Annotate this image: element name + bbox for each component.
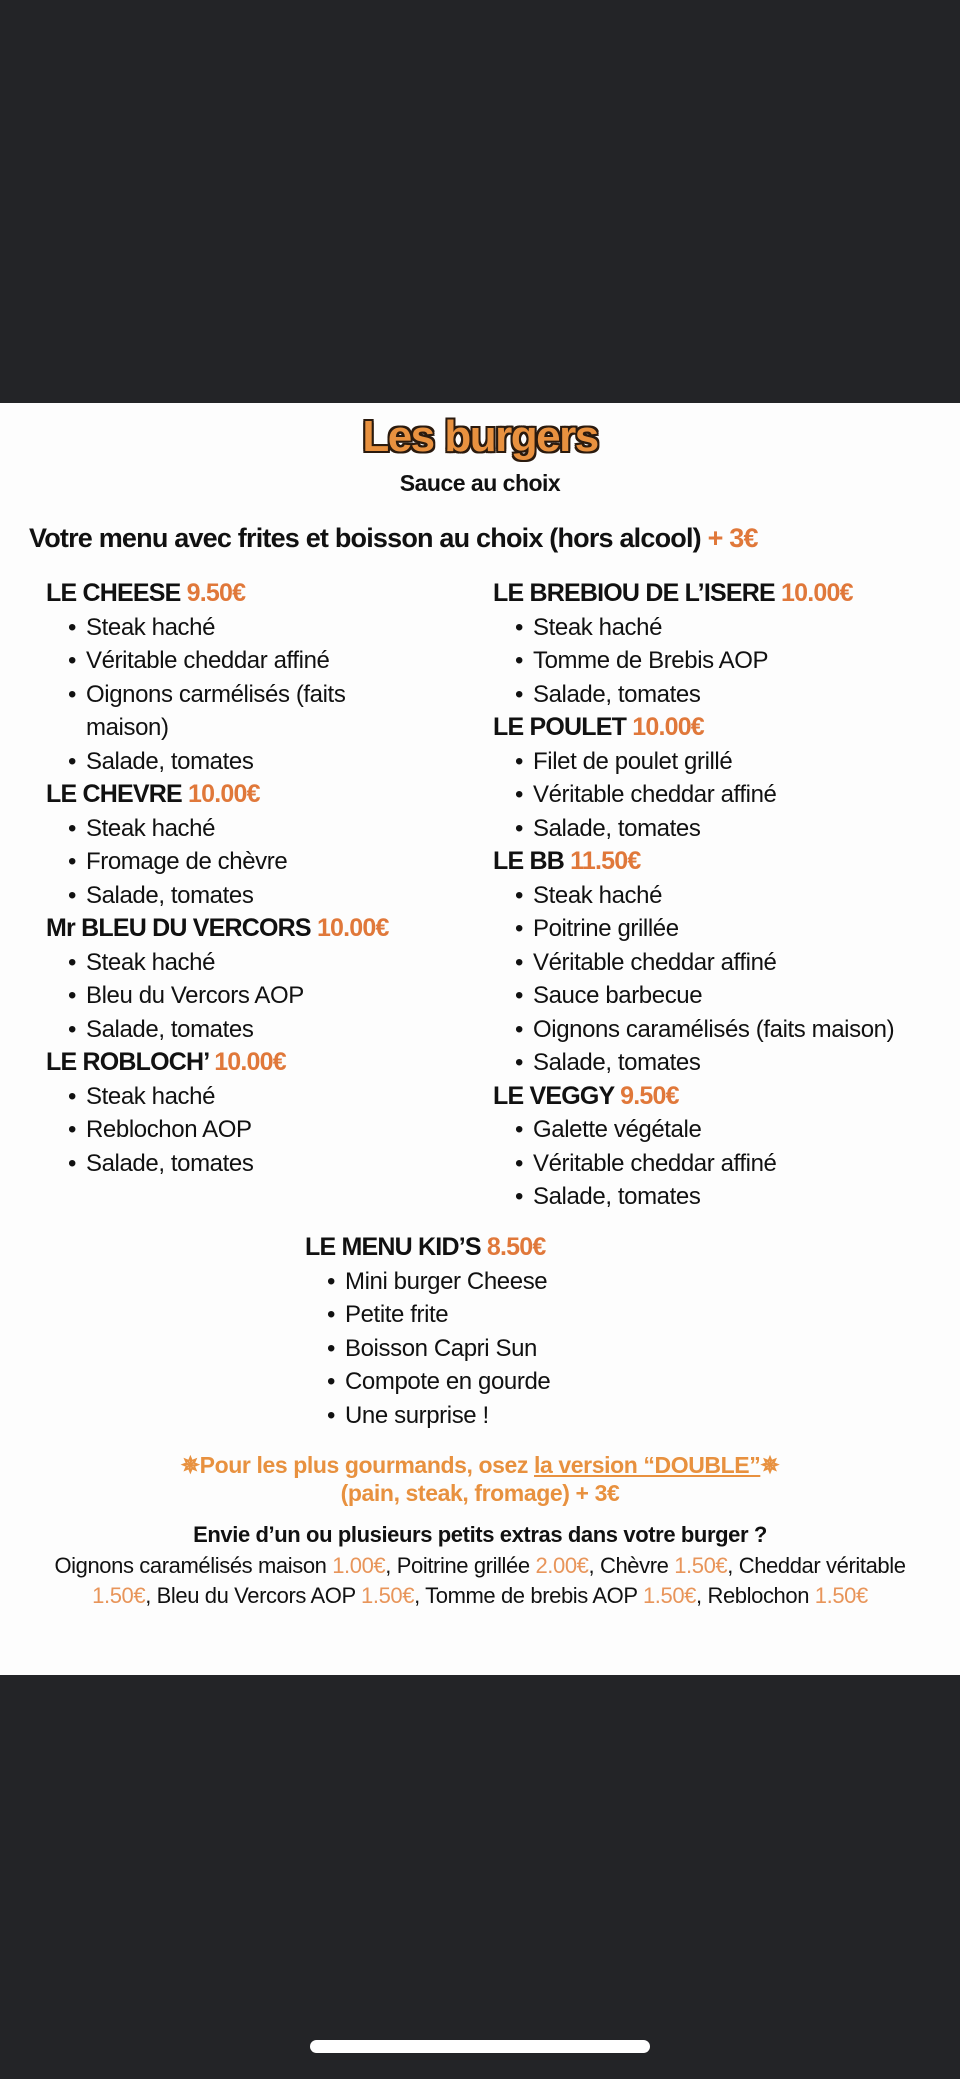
burger-price: 9.50€ — [186, 579, 246, 607]
burger-price: 10.00€ — [188, 780, 260, 808]
extra-item — [157, 1583, 425, 1608]
menu-offer — [29, 523, 758, 554]
double-link: la version “DOUBLE” — [534, 1452, 761, 1478]
burger-price: 10.00€ — [316, 914, 389, 942]
star-icon: ✵ — [760, 1452, 780, 1478]
ingredient-item: • Poitrine grillée — [493, 912, 894, 946]
ingredient-item: • Steak haché — [46, 611, 389, 645]
ingredient-item: • Salade, tomates — [493, 812, 894, 846]
extra-price: 2.00€ — [535, 1553, 589, 1578]
burger-name: LE BB — [493, 847, 565, 875]
burger-heading — [46, 912, 389, 946]
ingredient-item: • Salade, tomates — [493, 1046, 894, 1080]
extras-list — [40, 1551, 920, 1611]
ingredient-item: • Véritable cheddar affiné — [493, 1147, 894, 1181]
burger-name: LE VEGGY — [493, 1081, 614, 1110]
extra-name: Reblochon — [707, 1583, 810, 1608]
ingredient-item: • Steak haché — [46, 812, 389, 846]
kids-name: LE MENU KID’S — [305, 1233, 481, 1261]
ingredient-item: • Steak haché — [46, 946, 389, 980]
burger-name: LE CHEVRE — [46, 780, 182, 808]
ingredient-item: • Véritable cheddar affiné — [493, 946, 894, 980]
ingredient-item: maison) — [86, 714, 169, 741]
burger-name: LE BREBIOU DE L’ISERE — [493, 579, 775, 607]
left-column — [46, 577, 389, 1180]
ingredient-item: • Reblochon AOP — [46, 1113, 389, 1147]
burger-price: 10.00€ — [632, 713, 704, 741]
menu-offer-price: + 3€ — [707, 523, 758, 553]
extra-price: 1.50€ — [674, 1553, 728, 1578]
extra-price: 1.50€ — [92, 1583, 146, 1608]
burger-name: LE CHEESE — [46, 579, 181, 607]
separator: , — [385, 1553, 397, 1578]
double-text: Pour les plus gourmands, osez — [199, 1452, 535, 1478]
extra-price: 1.00€ — [332, 1553, 386, 1578]
right-column — [493, 577, 894, 1214]
extra-name: Bleu du Vercors AOP — [156, 1583, 356, 1608]
ingredient-item: • Salade, tomates — [46, 879, 389, 913]
burger-heading — [493, 577, 894, 611]
extra-price: 1.50€ — [814, 1583, 868, 1608]
burger-heading — [46, 1046, 389, 1080]
ingredient-item: • Tomme de Brebis AOP — [493, 644, 894, 678]
extra-price: 1.50€ — [361, 1583, 415, 1608]
burger-heading — [493, 1080, 894, 1114]
ingredient-item: • Salade, tomates — [46, 745, 389, 779]
extra-name: Cheddar véritable — [738, 1553, 906, 1578]
burger-name: LE POULET — [493, 713, 627, 741]
burger-price: 10.00€ — [781, 579, 853, 607]
separator: , — [145, 1583, 157, 1608]
burger-heading — [46, 778, 389, 812]
burger-heading — [493, 711, 894, 745]
ingredient-item: • Sauce barbecue — [493, 979, 894, 1013]
ingredient-item: • Bleu du Vercors AOP — [46, 979, 389, 1013]
page-title: Les burgers — [362, 412, 598, 461]
ingredient-item: • Véritable cheddar affiné — [493, 778, 894, 812]
ingredient-item: • Salade, tomates — [493, 678, 894, 712]
extra-item — [54, 1553, 396, 1578]
burger-heading — [46, 577, 389, 611]
extra-price: 1.50€ — [642, 1583, 697, 1608]
ingredient-item: • Galette végétale — [493, 1113, 894, 1147]
ingredient-item: • Filet de poulet grillé — [493, 745, 894, 779]
ingredient-item: • Salade, tomates — [46, 1147, 389, 1181]
separator: , — [414, 1583, 426, 1608]
ingredient-item: • Oignons caramélisés (faits maison) — [493, 1013, 894, 1047]
burger-price: 11.50€ — [570, 847, 641, 875]
double-promo — [0, 1451, 960, 1507]
kids-item: • Compote en gourde — [305, 1365, 550, 1399]
extra-name: Tomme de brebis AOP — [425, 1583, 638, 1608]
ingredient-item: • Fromage de chèvre — [46, 845, 389, 879]
ingredient-item: • Salade, tomates — [46, 1013, 389, 1047]
kids-price: 8.50€ — [486, 1233, 546, 1261]
extra-item — [600, 1553, 739, 1578]
ingredient-item: • Oignons carmélisés (faits — [46, 678, 389, 712]
ingredient-item: • Steak haché — [46, 1080, 389, 1114]
kids-item: • Une surprise ! — [305, 1399, 550, 1433]
star-icon: ✵ — [180, 1452, 200, 1478]
kids-item: • Mini burger Cheese — [305, 1265, 550, 1299]
extras-question: Envie d’un ou plusieurs petits extras dans votre burger ? — [193, 1522, 767, 1547]
burger-price: 10.00€ — [214, 1048, 286, 1076]
kids-item: • Petite frite — [305, 1298, 550, 1332]
extra-name: Oignons caramélisés maison — [54, 1553, 327, 1578]
subtitle: Sauce au choix — [399, 470, 561, 496]
extra-name: Poitrine grillée — [396, 1553, 530, 1578]
burger-heading — [493, 845, 894, 879]
ingredient-item: • Steak haché — [493, 611, 894, 645]
extra-item — [425, 1583, 707, 1608]
kids-heading — [305, 1231, 550, 1265]
kids-menu — [305, 1231, 550, 1432]
menu-offer-text: Votre menu avec frites et boisson au choix (hors alcool) — [29, 523, 701, 553]
ingredient-item: • Salade, tomates — [493, 1180, 894, 1214]
separator: , — [696, 1583, 708, 1608]
home-indicator[interactable] — [310, 2040, 650, 2053]
burger-price: 9.50€ — [620, 1081, 679, 1110]
ingredient-item: • Steak haché — [493, 879, 894, 913]
extra-item — [707, 1583, 867, 1608]
burger-name: LE ROBLOCH’ — [46, 1048, 209, 1076]
separator: , — [588, 1553, 600, 1578]
kids-item: • Boisson Capri Sun — [305, 1332, 550, 1366]
ingredient-item: • Véritable cheddar affiné — [46, 644, 389, 678]
burger-name: Mr BLEU DU VERCORS — [46, 914, 311, 942]
extra-name: Chèvre — [599, 1553, 669, 1578]
separator: , — [727, 1553, 739, 1578]
extra-item — [397, 1553, 600, 1578]
double-detail: (pain, steak, fromage) + 3€ — [340, 1480, 620, 1506]
